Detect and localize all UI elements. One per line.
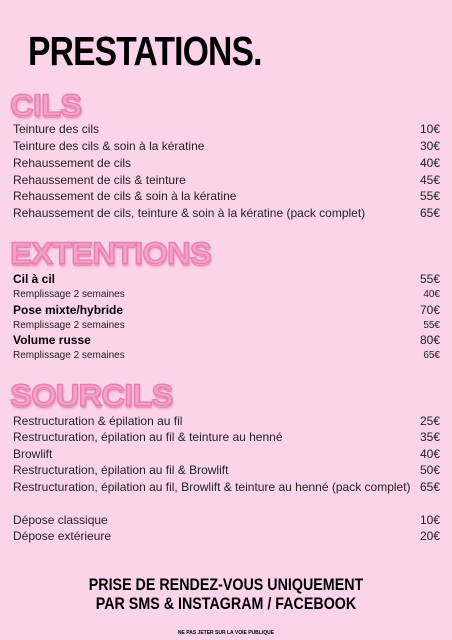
service-price: 65€ xyxy=(423,350,440,361)
service-label: Restructuration & épilation au fil xyxy=(13,414,183,428)
service-label: Dépose extérieure xyxy=(13,529,112,543)
service-label: Rehaussement de cils & soin à la kératine xyxy=(13,189,237,203)
price-row xyxy=(13,350,440,361)
service-label: Teinture des cils & soin à la kératine xyxy=(13,139,205,153)
service-label: Remplissage 2 semaines xyxy=(13,320,125,331)
service-price: 70€ xyxy=(419,303,440,317)
service-label: Restructuration, épilation au fil, Browlift & teinture au henné (pack complet) xyxy=(13,480,411,494)
service-label: Teinture des cils xyxy=(13,122,100,136)
service-price: 35€ xyxy=(419,430,440,444)
service-price: 25€ xyxy=(419,414,440,428)
price-row xyxy=(13,447,440,461)
price-row xyxy=(13,333,440,347)
service-price: 40€ xyxy=(419,156,440,170)
price-row xyxy=(13,156,440,170)
price-row xyxy=(13,513,440,527)
price-row xyxy=(13,480,440,494)
service-label: Rehaussement de cils & teinture xyxy=(13,173,186,187)
service-label: Dépose classique xyxy=(13,513,108,527)
service-price: 55€ xyxy=(423,320,440,331)
service-label: Volume russe xyxy=(13,333,91,347)
service-label: Cil à cil xyxy=(13,272,56,286)
service-price: 40€ xyxy=(419,447,440,461)
service-label: Browlift xyxy=(13,447,53,461)
price-row xyxy=(13,122,440,136)
price-row xyxy=(13,206,440,220)
service-price: 45€ xyxy=(419,173,440,187)
price-row xyxy=(13,189,440,203)
price-row xyxy=(13,529,440,543)
service-label: Restructuration, épilation au fil & teinture au henné xyxy=(13,430,283,444)
price-row xyxy=(13,463,440,477)
service-label: Restructuration, épilation au fil & Browlift xyxy=(13,463,229,477)
service-price: 10€ xyxy=(419,513,440,527)
price-row xyxy=(13,414,440,428)
disclaimer: NE PAS JETER SUR LA VOIE PUBLIQUE xyxy=(177,630,275,636)
service-label: Rehaussement de cils, teinture & soin à la kératine (pack complet) xyxy=(13,206,366,220)
price-row xyxy=(13,430,440,444)
service-label: Pose mixte/hybride xyxy=(13,303,124,317)
section-heading-sourcils: SOURCILS xyxy=(10,378,173,413)
section-heading-cils: CILS xyxy=(10,88,82,123)
booking-notice-line-2: PAR SMS & INSTAGRAM / FACEBOOK xyxy=(95,594,357,613)
price-row xyxy=(13,139,440,153)
service-price: 55€ xyxy=(419,272,440,286)
service-price: 50€ xyxy=(419,463,440,477)
price-row xyxy=(13,289,440,300)
page-title: PRESTATIONS. xyxy=(28,28,262,74)
service-price: 55€ xyxy=(419,189,440,203)
service-price: 20€ xyxy=(419,529,440,543)
price-row xyxy=(13,272,440,286)
section-heading-extentions: EXTENTIONS xyxy=(10,236,211,271)
price-row xyxy=(13,303,440,317)
service-price: 65€ xyxy=(419,206,440,220)
price-row xyxy=(13,173,440,187)
service-label: Remplissage 2 semaines xyxy=(13,350,125,361)
service-price: 80€ xyxy=(419,333,440,347)
booking-notice-line-1: PRISE DE RENDEZ-VOUS UNIQUEMENT xyxy=(88,575,364,594)
service-label: Rehaussement de cils xyxy=(13,156,132,170)
service-price: 30€ xyxy=(419,139,440,153)
service-price: 40€ xyxy=(423,289,440,300)
service-price: 10€ xyxy=(419,122,440,136)
service-label: Remplissage 2 semaines xyxy=(13,289,125,300)
service-price: 65€ xyxy=(419,480,440,494)
price-row xyxy=(13,320,440,331)
